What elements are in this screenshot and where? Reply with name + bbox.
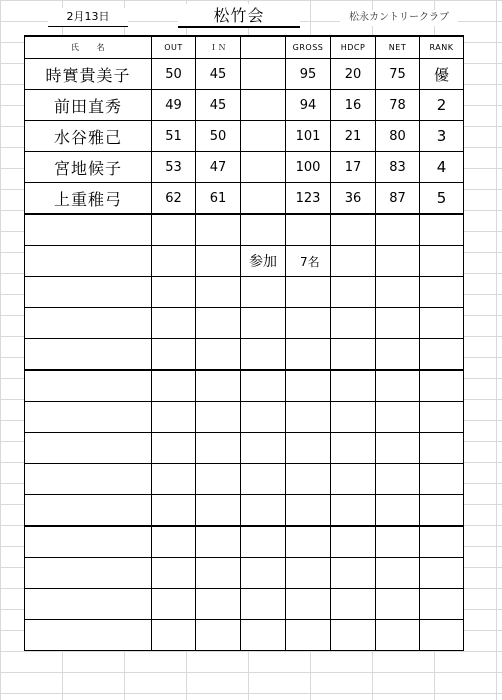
empty-row	[25, 308, 464, 339]
blank-cell	[241, 121, 286, 152]
hdcp-value: 17	[331, 152, 376, 183]
participation-label: 参加	[241, 246, 286, 277]
page-title: 松竹会	[178, 4, 300, 28]
in-score: 47	[196, 152, 241, 183]
gross-score: 100	[286, 152, 331, 183]
net-score: 78	[376, 90, 420, 121]
hdcp-value: 21	[331, 121, 376, 152]
table-row	[25, 152, 464, 183]
out-score: 49	[152, 90, 196, 121]
empty-row	[25, 558, 464, 589]
table-row	[25, 59, 464, 90]
col-header-out: OUT	[152, 36, 196, 59]
empty-row	[25, 620, 464, 651]
col-header-name: 氏 名	[25, 36, 152, 59]
out-score: 62	[152, 183, 196, 215]
in-score: 45	[196, 90, 241, 121]
blank-cell	[241, 90, 286, 121]
in-score: 50	[196, 121, 241, 152]
col-header-in: ＩＮ	[196, 36, 241, 59]
participation-row	[25, 246, 464, 277]
header-row	[25, 36, 464, 59]
empty-row	[25, 589, 464, 620]
net-score: 75	[376, 59, 420, 90]
gross-score: 95	[286, 59, 331, 90]
player-name: 上重稚弓	[25, 183, 152, 215]
rank-value: 5	[420, 183, 464, 215]
out-score: 50	[152, 59, 196, 90]
hdcp-value: 36	[331, 183, 376, 215]
player-name: 前田直秀	[25, 90, 152, 121]
rank-value: 2	[420, 90, 464, 121]
net-score: 87	[376, 183, 420, 215]
table-row	[25, 183, 464, 215]
gross-score: 123	[286, 183, 331, 215]
gross-score: 94	[286, 90, 331, 121]
player-name: 水谷雅己	[25, 121, 152, 152]
empty-row	[25, 433, 464, 464]
blank-cell	[241, 59, 286, 90]
empty-row	[25, 214, 464, 246]
blank-cell	[241, 183, 286, 215]
player-name: 宮地候子	[25, 152, 152, 183]
col-header-hdcp: HDCP	[331, 36, 376, 59]
net-score: 83	[376, 152, 420, 183]
empty-row	[25, 370, 464, 402]
in-score: 45	[196, 59, 241, 90]
blank-cell	[241, 152, 286, 183]
empty-row	[25, 339, 464, 371]
club-name: 松永カントリークラブ	[340, 10, 458, 26]
hdcp-value: 20	[331, 59, 376, 90]
gross-score: 101	[286, 121, 331, 152]
participation-count: 7名	[286, 246, 331, 277]
empty-row	[25, 464, 464, 495]
col-header-rank: RANK	[420, 36, 464, 59]
col-header-gross: GROSS	[286, 36, 331, 59]
rank-value: 優	[420, 59, 464, 90]
score-table	[24, 35, 464, 651]
out-score: 51	[152, 121, 196, 152]
col-header-net: NET	[376, 36, 420, 59]
rank-value: 4	[420, 152, 464, 183]
out-score: 53	[152, 152, 196, 183]
date-label: 2月13日	[48, 8, 128, 27]
hdcp-value: 16	[331, 90, 376, 121]
col-header-blank	[241, 36, 286, 59]
empty-row	[25, 495, 464, 527]
table-row	[25, 90, 464, 121]
in-score: 61	[196, 183, 241, 215]
net-score: 80	[376, 121, 420, 152]
table-row	[25, 121, 464, 152]
empty-row	[25, 526, 464, 558]
rank-value: 3	[420, 121, 464, 152]
empty-row	[25, 402, 464, 433]
player-name: 時實貴美子	[25, 59, 152, 90]
empty-row	[25, 277, 464, 308]
